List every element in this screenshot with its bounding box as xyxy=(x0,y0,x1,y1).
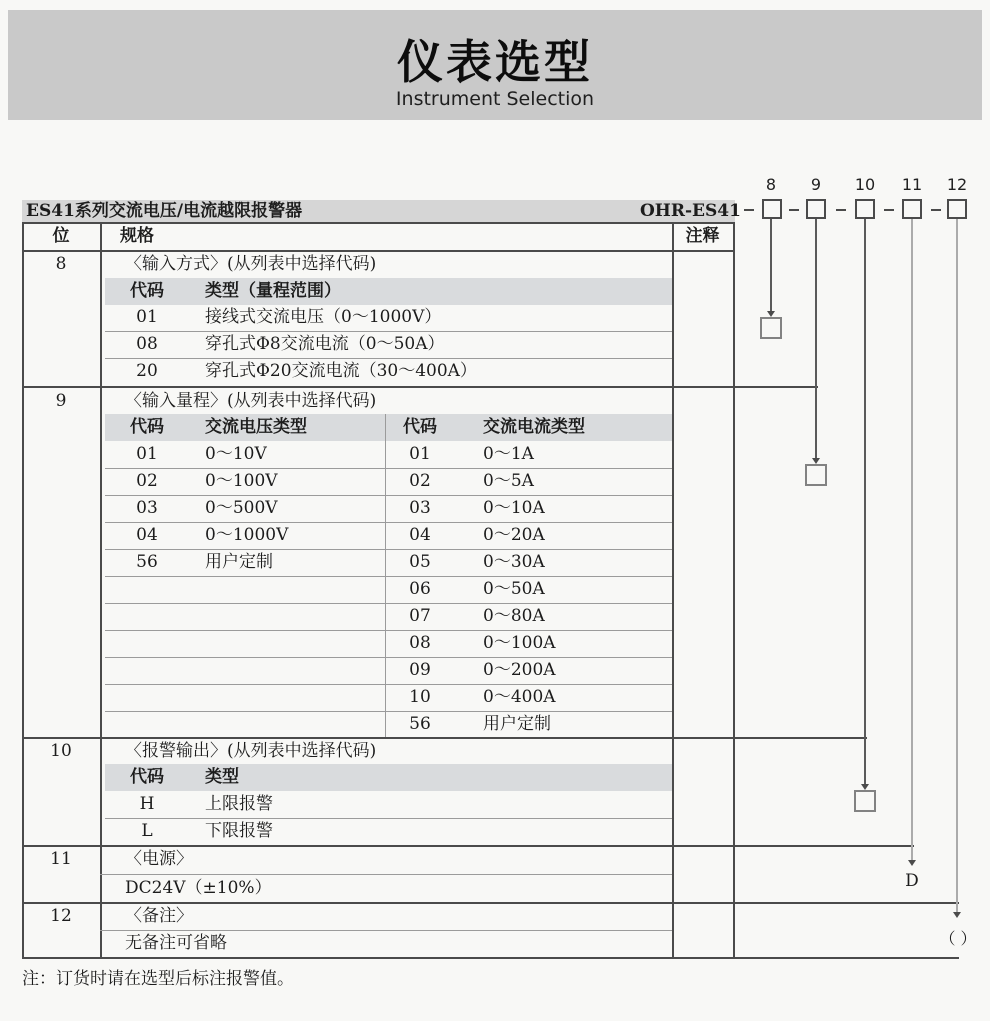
s8-row-type: 穿孔式Φ8交流电流（0～50A） xyxy=(205,334,445,354)
s8-row-type: 接线式交流电压（0～1000V） xyxy=(205,307,442,327)
s10-title: 〈报警输出〉(从列表中选择代码) xyxy=(125,741,377,761)
code-box-12 xyxy=(947,199,967,219)
s9-v-code: 04 xyxy=(136,525,158,545)
arrow-down-icon xyxy=(953,912,961,918)
s9-v-code: 01 xyxy=(136,444,158,464)
table-border-right xyxy=(733,222,735,959)
row-line xyxy=(105,818,672,819)
table-border-bottom xyxy=(22,957,959,959)
footnote: 注：订货时请在选型后标注报警值。 xyxy=(22,969,294,989)
code-box-10 xyxy=(855,199,875,219)
s9-title: 〈输入量程〉(从列表中选择代码) xyxy=(125,391,377,411)
s9-v-type: 用户定制 xyxy=(205,552,273,572)
dash-separator xyxy=(789,209,799,211)
code-box-8 xyxy=(762,199,782,219)
s9-c-code: 06 xyxy=(409,579,431,599)
s9-c-type: 0～50A xyxy=(483,579,545,599)
s9-v-type: 0～10V xyxy=(205,444,267,464)
s9-c-type: 0～20A xyxy=(483,525,545,545)
s9-c-type: 0～10A xyxy=(483,498,545,518)
s9-v-code: 56 xyxy=(136,552,158,572)
s10-pos: 10 xyxy=(50,741,72,761)
dash-separator xyxy=(836,209,846,211)
code-box-9 xyxy=(806,199,826,219)
s10-header-type: 类型 xyxy=(205,767,239,787)
s9-c-code: 02 xyxy=(409,471,431,491)
s9-v-code: 02 xyxy=(136,471,158,491)
s9-c-code: 07 xyxy=(409,606,431,626)
s9-c-code: 56 xyxy=(409,714,431,734)
s9-c-code: 08 xyxy=(409,633,431,653)
s8-header-code: 代码 xyxy=(130,281,164,301)
s8-row-code: 08 xyxy=(136,334,158,354)
s8-header-band xyxy=(105,278,672,305)
model-prefix: OHR-ES41 xyxy=(640,201,741,221)
s9-v-code: 03 xyxy=(136,498,158,518)
diagram-pos-label-8: 8 xyxy=(765,175,777,194)
s9-c-type: 0～30A xyxy=(483,552,545,572)
diagram-pos-label-9: 9 xyxy=(810,175,822,194)
s10-row-type: 下限报警 xyxy=(205,821,273,841)
s9-v-type: 0～100V xyxy=(205,471,278,491)
col-header-spec: 规格 xyxy=(120,226,154,246)
s9-c-type: 0～80A xyxy=(483,606,545,626)
s9-c-type: 用户定制 xyxy=(483,714,551,734)
diagram-pos-label-10: 10 xyxy=(854,175,876,194)
col-header-note: 注释 xyxy=(685,226,720,246)
page-title: 仪表选型 xyxy=(397,35,593,89)
s9-c-code: 01 xyxy=(409,444,431,464)
s12-value: 无备注可省略 xyxy=(125,933,227,953)
s8-row-code: 20 xyxy=(136,361,158,381)
power-code-label: D xyxy=(905,871,919,891)
s8-row-code: 01 xyxy=(136,307,158,327)
s9-header-code1: 代码 xyxy=(130,417,164,437)
s9-c-code: 09 xyxy=(409,660,431,680)
s10-row-code: L xyxy=(141,821,153,841)
s12-title: 〈备注〉 xyxy=(125,906,193,926)
s9-c-type: 0～5A xyxy=(483,471,534,491)
table-title: ES41系列交流电压/电流越限报警器 xyxy=(26,201,303,221)
s8-title: 〈输入方式〉(从列表中选择代码) xyxy=(125,254,377,274)
s12-pos: 12 xyxy=(50,906,72,926)
s8-header-type: 类型（量程范围） xyxy=(205,281,341,301)
code-box-11 xyxy=(902,199,922,219)
diagram-pos-label-11: 11 xyxy=(901,175,923,194)
s9-v-type: 0～500V xyxy=(205,498,278,518)
s9-c-code: 10 xyxy=(409,687,431,707)
table-divider-pos xyxy=(100,222,102,959)
s10-row-type: 上限报警 xyxy=(205,794,273,814)
page-subtitle: Instrument Selection xyxy=(395,88,595,110)
dash-separator xyxy=(931,209,941,211)
arrow-down-icon xyxy=(908,860,916,866)
s9-c-code: 04 xyxy=(409,525,431,545)
banner xyxy=(8,10,982,120)
connector-line-11 xyxy=(911,219,913,861)
dash-separator xyxy=(744,209,754,211)
s9-c-type: 0～100A xyxy=(483,633,556,653)
s9-header-code2: 代码 xyxy=(403,417,437,437)
s11-title: 〈电源〉 xyxy=(125,849,193,869)
connector-line-9 xyxy=(815,219,817,459)
s9-header-type1: 交流电压类型 xyxy=(205,417,307,437)
s10-row-code: H xyxy=(139,794,155,814)
s10-header-band xyxy=(105,764,672,791)
s9-v-type: 0～1000V xyxy=(205,525,289,545)
s8-row-type: 穿孔式Φ20交流电流（30～400A） xyxy=(205,361,477,381)
s9-c-code: 05 xyxy=(409,552,431,572)
remark-code-label: （ ） xyxy=(939,929,977,948)
selection-box-8 xyxy=(760,317,782,339)
diagram-pos-label-12: 12 xyxy=(946,175,968,194)
col-header-pos: 位 xyxy=(52,226,70,246)
connector-line-10 xyxy=(864,219,866,785)
s9-c-type: 0～400A xyxy=(483,687,556,707)
s10-header-code: 代码 xyxy=(130,767,164,787)
s9-header-type2: 交流电流类型 xyxy=(483,417,585,437)
s9-c-type: 0～1A xyxy=(483,444,534,464)
s11-pos: 11 xyxy=(50,849,72,869)
connector-line-12 xyxy=(956,219,958,913)
s11-value: DC24V（±10%） xyxy=(125,878,272,898)
selection-box-9 xyxy=(805,464,827,486)
s9-c-type: 0～200A xyxy=(483,660,556,680)
s8-pos: 8 xyxy=(55,254,67,274)
s9-pos: 9 xyxy=(55,391,67,411)
selection-box-10 xyxy=(854,790,876,812)
s9-c-code: 03 xyxy=(409,498,431,518)
dash-separator xyxy=(884,209,894,211)
table-divider-note xyxy=(672,222,674,959)
connector-line-8 xyxy=(770,219,772,312)
